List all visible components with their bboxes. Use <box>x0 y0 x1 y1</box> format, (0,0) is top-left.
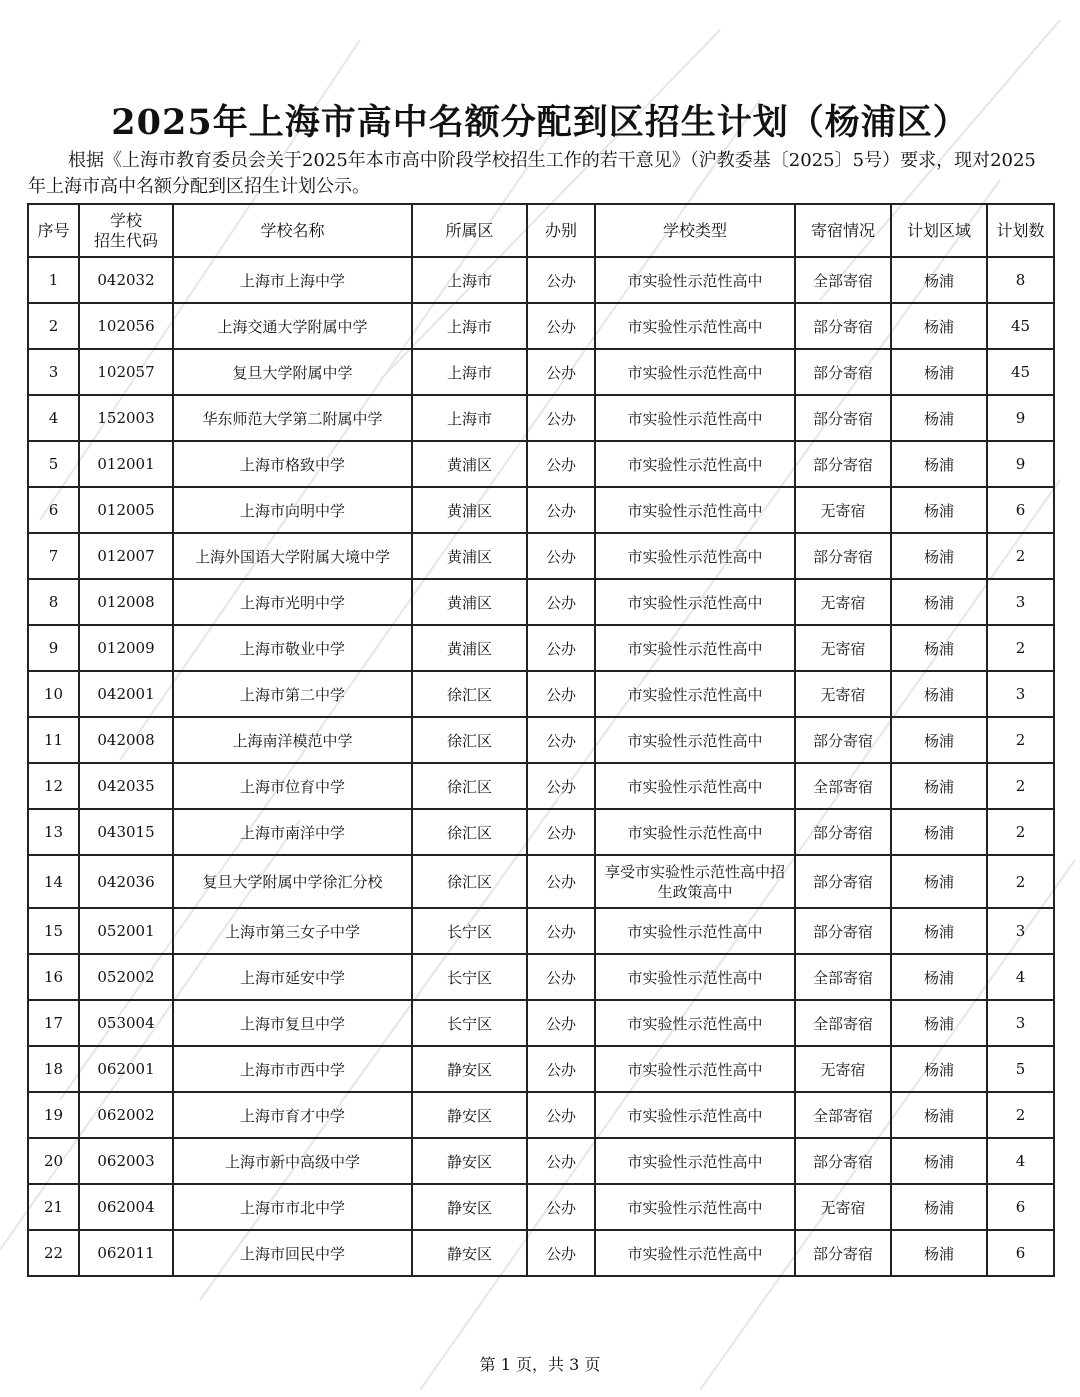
cell-ownership: 公办 <box>527 1184 595 1230</box>
header-code-line1: 学校 <box>109 210 142 230</box>
cell-area: 杨浦 <box>891 855 987 908</box>
cell-ownership: 公办 <box>527 671 595 717</box>
header-name: 学校名称 <box>173 204 412 257</box>
cell-area: 杨浦 <box>891 349 987 395</box>
cell-area: 杨浦 <box>891 257 987 303</box>
cell-code: 042008 <box>79 717 173 763</box>
table-row <box>28 763 1054 809</box>
cell-area: 杨浦 <box>891 303 987 349</box>
table-row <box>28 954 1054 1000</box>
cell-code: 043015 <box>79 809 173 855</box>
table-row <box>28 533 1054 579</box>
cell-district: 徐汇区 <box>412 855 527 908</box>
cell-seq: 12 <box>28 763 79 809</box>
cell-name: 上海市新中高级中学 <box>173 1138 412 1184</box>
cell-district: 徐汇区 <box>412 763 527 809</box>
intro-paragraph: 根据《上海市教育委员会关于2025年本市高中阶段学校招生工作的若干意见》（沪教委基〔2025〕5号）要求，现对2025年上海市高中名额分配到区招生计划公示。 <box>28 150 1036 197</box>
cell-district: 黄浦区 <box>412 625 527 671</box>
cell-type: 市实验性示范性高中 <box>595 809 795 855</box>
cell-quota: 8 <box>987 257 1054 303</box>
cell-name: 上海市市北中学 <box>173 1184 412 1230</box>
cell-type: 市实验性示范性高中 <box>595 671 795 717</box>
cell-district: 长宁区 <box>412 954 527 1000</box>
cell-quota: 45 <box>987 303 1054 349</box>
header-area: 计划区域 <box>891 204 987 257</box>
cell-district: 黄浦区 <box>412 487 527 533</box>
cell-ownership: 公办 <box>527 349 595 395</box>
cell-area: 杨浦 <box>891 1184 987 1230</box>
cell-quota: 6 <box>987 1230 1054 1276</box>
cell-name: 上海市上海中学 <box>173 257 412 303</box>
cell-quota: 2 <box>987 855 1054 908</box>
cell-name: 上海市市西中学 <box>173 1046 412 1092</box>
cell-seq: 22 <box>28 1230 79 1276</box>
cell-seq: 13 <box>28 809 79 855</box>
cell-area: 杨浦 <box>891 395 987 441</box>
table-row <box>28 349 1054 395</box>
cell-boarding: 部分寄宿 <box>795 533 891 579</box>
cell-boarding: 部分寄宿 <box>795 349 891 395</box>
cell-boarding: 部分寄宿 <box>795 441 891 487</box>
cell-quota: 2 <box>987 809 1054 855</box>
cell-boarding: 部分寄宿 <box>795 1138 891 1184</box>
cell-name: 华东师范大学第二附属中学 <box>173 395 412 441</box>
cell-seq: 7 <box>28 533 79 579</box>
header-code <box>79 204 173 257</box>
cell-area: 杨浦 <box>891 1138 987 1184</box>
header-seq: 序号 <box>28 204 79 257</box>
cell-boarding: 部分寄宿 <box>795 1230 891 1276</box>
cell-boarding: 全部寄宿 <box>795 954 891 1000</box>
cell-code: 102057 <box>79 349 173 395</box>
cell-quota: 5 <box>987 1046 1054 1092</box>
cell-seq: 9 <box>28 625 79 671</box>
cell-name: 上海南洋模范中学 <box>173 717 412 763</box>
cell-seq: 15 <box>28 908 79 954</box>
cell-ownership: 公办 <box>527 257 595 303</box>
cell-name: 上海市光明中学 <box>173 579 412 625</box>
cell-name: 上海市向明中学 <box>173 487 412 533</box>
cell-quota: 3 <box>987 1000 1054 1046</box>
cell-ownership: 公办 <box>527 441 595 487</box>
cell-ownership: 公办 <box>527 625 595 671</box>
cell-quota: 45 <box>987 349 1054 395</box>
cell-name: 上海市敬业中学 <box>173 625 412 671</box>
cell-ownership: 公办 <box>527 763 595 809</box>
cell-code: 062001 <box>79 1046 173 1092</box>
cell-area: 杨浦 <box>891 809 987 855</box>
cell-name: 上海交通大学附属中学 <box>173 303 412 349</box>
cell-area: 杨浦 <box>891 487 987 533</box>
cell-code: 042001 <box>79 671 173 717</box>
cell-type: 市实验性示范性高中 <box>595 579 795 625</box>
cell-quota: 3 <box>987 579 1054 625</box>
cell-ownership: 公办 <box>527 1000 595 1046</box>
table-body <box>28 257 1054 1276</box>
cell-ownership: 公办 <box>527 395 595 441</box>
cell-type: 市实验性示范性高中 <box>595 1184 795 1230</box>
table-row <box>28 1092 1054 1138</box>
table-row <box>28 809 1054 855</box>
cell-district: 上海市 <box>412 303 527 349</box>
cell-quota: 4 <box>987 954 1054 1000</box>
table-row <box>28 625 1054 671</box>
cell-type: 市实验性示范性高中 <box>595 1138 795 1184</box>
cell-code: 102056 <box>79 303 173 349</box>
cell-type: 市实验性示范性高中 <box>595 954 795 1000</box>
cell-type: 市实验性示范性高中 <box>595 487 795 533</box>
cell-district: 静安区 <box>412 1184 527 1230</box>
cell-ownership: 公办 <box>527 1138 595 1184</box>
cell-code: 012007 <box>79 533 173 579</box>
cell-ownership: 公办 <box>527 1092 595 1138</box>
cell-ownership: 公办 <box>527 487 595 533</box>
cell-boarding: 部分寄宿 <box>795 395 891 441</box>
cell-ownership: 公办 <box>527 1230 595 1276</box>
cell-boarding: 无寄宿 <box>795 579 891 625</box>
cell-ownership: 公办 <box>527 533 595 579</box>
cell-code: 012008 <box>79 579 173 625</box>
cell-code: 012001 <box>79 441 173 487</box>
cell-quota: 2 <box>987 533 1054 579</box>
cell-quota: 2 <box>987 763 1054 809</box>
cell-name: 上海市复旦中学 <box>173 1000 412 1046</box>
cell-area: 杨浦 <box>891 441 987 487</box>
cell-code: 042035 <box>79 763 173 809</box>
cell-ownership: 公办 <box>527 1046 595 1092</box>
cell-seq: 20 <box>28 1138 79 1184</box>
cell-district: 上海市 <box>412 349 527 395</box>
cell-boarding: 全部寄宿 <box>795 1092 891 1138</box>
cell-code: 152003 <box>79 395 173 441</box>
cell-seq: 11 <box>28 717 79 763</box>
cell-seq: 21 <box>28 1184 79 1230</box>
cell-district: 静安区 <box>412 1092 527 1138</box>
cell-name: 上海市格致中学 <box>173 441 412 487</box>
cell-type: 享受市实验性示范性高中招生政策高中 <box>595 855 795 908</box>
cell-area: 杨浦 <box>891 954 987 1000</box>
cell-seq: 16 <box>28 954 79 1000</box>
cell-ownership: 公办 <box>527 855 595 908</box>
cell-district: 徐汇区 <box>412 717 527 763</box>
table-row <box>28 579 1054 625</box>
document-title: 2025年上海市高中名额分配到区招生计划（杨浦区） <box>111 102 969 144</box>
cell-area: 杨浦 <box>891 1092 987 1138</box>
cell-type: 市实验性示范性高中 <box>595 1092 795 1138</box>
cell-seq: 18 <box>28 1046 79 1092</box>
cell-name: 上海外国语大学附属大境中学 <box>173 533 412 579</box>
table-row <box>28 671 1054 717</box>
cell-seq: 17 <box>28 1000 79 1046</box>
cell-area: 杨浦 <box>891 1000 987 1046</box>
cell-seq: 1 <box>28 257 79 303</box>
cell-seq: 4 <box>28 395 79 441</box>
cell-area: 杨浦 <box>891 1230 987 1276</box>
cell-type: 市实验性示范性高中 <box>595 1046 795 1092</box>
table-row <box>28 441 1054 487</box>
cell-quota: 3 <box>987 908 1054 954</box>
cell-district: 静安区 <box>412 1046 527 1092</box>
cell-seq: 6 <box>28 487 79 533</box>
cell-type: 市实验性示范性高中 <box>595 533 795 579</box>
page-footer: 第 1 页，共 3 页 <box>479 1355 601 1374</box>
cell-district: 黄浦区 <box>412 441 527 487</box>
cell-seq: 19 <box>28 1092 79 1138</box>
cell-seq: 14 <box>28 855 79 908</box>
table-row <box>28 1230 1054 1276</box>
cell-ownership: 公办 <box>527 954 595 1000</box>
cell-boarding: 部分寄宿 <box>795 908 891 954</box>
cell-quota: 3 <box>987 671 1054 717</box>
cell-boarding: 无寄宿 <box>795 487 891 533</box>
cell-ownership: 公办 <box>527 717 595 763</box>
cell-area: 杨浦 <box>891 533 987 579</box>
cell-name: 复旦大学附属中学 <box>173 349 412 395</box>
cell-name: 上海市第三女子中学 <box>173 908 412 954</box>
cell-quota: 2 <box>987 625 1054 671</box>
enrollment-plan-table <box>27 203 1055 1277</box>
cell-seq: 3 <box>28 349 79 395</box>
cell-quota: 9 <box>987 441 1054 487</box>
cell-name: 上海市第二中学 <box>173 671 412 717</box>
cell-area: 杨浦 <box>891 1046 987 1092</box>
cell-quota: 4 <box>987 1138 1054 1184</box>
cell-type: 市实验性示范性高中 <box>595 349 795 395</box>
header-district: 所属区 <box>412 204 527 257</box>
cell-name: 上海市育才中学 <box>173 1092 412 1138</box>
header-type: 学校类型 <box>595 204 795 257</box>
table-row <box>28 855 1054 908</box>
cell-type: 市实验性示范性高中 <box>595 1000 795 1046</box>
cell-code: 062003 <box>79 1138 173 1184</box>
header-code-line2: 招生代码 <box>93 230 158 250</box>
cell-code: 042036 <box>79 855 173 908</box>
cell-boarding: 无寄宿 <box>795 1184 891 1230</box>
cell-seq: 2 <box>28 303 79 349</box>
cell-ownership: 公办 <box>527 809 595 855</box>
cell-quota: 9 <box>987 395 1054 441</box>
cell-type: 市实验性示范性高中 <box>595 395 795 441</box>
cell-quota: 2 <box>987 1092 1054 1138</box>
cell-district: 静安区 <box>412 1230 527 1276</box>
cell-code: 012009 <box>79 625 173 671</box>
header-boarding: 寄宿情况 <box>795 204 891 257</box>
table-row <box>28 303 1054 349</box>
table-row <box>28 395 1054 441</box>
table-row <box>28 1184 1054 1230</box>
cell-type: 市实验性示范性高中 <box>595 303 795 349</box>
cell-code: 052002 <box>79 954 173 1000</box>
cell-area: 杨浦 <box>891 671 987 717</box>
cell-area: 杨浦 <box>891 579 987 625</box>
cell-district: 徐汇区 <box>412 809 527 855</box>
cell-seq: 8 <box>28 579 79 625</box>
cell-code: 062011 <box>79 1230 173 1276</box>
cell-code: 052001 <box>79 908 173 954</box>
cell-ownership: 公办 <box>527 303 595 349</box>
cell-area: 杨浦 <box>891 625 987 671</box>
cell-district: 上海市 <box>412 257 527 303</box>
cell-name: 上海市南洋中学 <box>173 809 412 855</box>
cell-area: 杨浦 <box>891 717 987 763</box>
cell-boarding: 全部寄宿 <box>795 1000 891 1046</box>
cell-code: 053004 <box>79 1000 173 1046</box>
cell-district: 上海市 <box>412 395 527 441</box>
cell-type: 市实验性示范性高中 <box>595 441 795 487</box>
cell-ownership: 公办 <box>527 579 595 625</box>
cell-type: 市实验性示范性高中 <box>595 908 795 954</box>
cell-district: 徐汇区 <box>412 671 527 717</box>
cell-area: 杨浦 <box>891 763 987 809</box>
table-row <box>28 908 1054 954</box>
cell-boarding: 部分寄宿 <box>795 717 891 763</box>
table-row <box>28 1138 1054 1184</box>
cell-seq: 10 <box>28 671 79 717</box>
cell-type: 市实验性示范性高中 <box>595 717 795 763</box>
cell-ownership: 公办 <box>527 908 595 954</box>
cell-name: 上海市延安中学 <box>173 954 412 1000</box>
table-row <box>28 487 1054 533</box>
header-quota: 计划数 <box>987 204 1054 257</box>
cell-boarding: 全部寄宿 <box>795 763 891 809</box>
cell-boarding: 部分寄宿 <box>795 809 891 855</box>
cell-boarding: 部分寄宿 <box>795 303 891 349</box>
cell-name: 上海市位育中学 <box>173 763 412 809</box>
table-row <box>28 717 1054 763</box>
header-ownership: 办别 <box>527 204 595 257</box>
cell-district: 长宁区 <box>412 908 527 954</box>
cell-code: 062004 <box>79 1184 173 1230</box>
cell-seq: 5 <box>28 441 79 487</box>
cell-type: 市实验性示范性高中 <box>595 763 795 809</box>
cell-district: 长宁区 <box>412 1000 527 1046</box>
cell-quota: 2 <box>987 717 1054 763</box>
cell-type: 市实验性示范性高中 <box>595 257 795 303</box>
cell-boarding: 无寄宿 <box>795 1046 891 1092</box>
cell-code: 062002 <box>79 1092 173 1138</box>
cell-boarding: 无寄宿 <box>795 625 891 671</box>
cell-area: 杨浦 <box>891 908 987 954</box>
cell-boarding: 部分寄宿 <box>795 855 891 908</box>
table-header-row <box>28 204 1054 257</box>
cell-district: 静安区 <box>412 1138 527 1184</box>
table-row <box>28 1046 1054 1092</box>
cell-name: 上海市回民中学 <box>173 1230 412 1276</box>
cell-district: 黄浦区 <box>412 533 527 579</box>
cell-quota: 6 <box>987 1184 1054 1230</box>
table-row <box>28 1000 1054 1046</box>
table-row <box>28 257 1054 303</box>
cell-code: 012005 <box>79 487 173 533</box>
cell-type: 市实验性示范性高中 <box>595 625 795 671</box>
cell-type: 市实验性示范性高中 <box>595 1230 795 1276</box>
cell-district: 黄浦区 <box>412 579 527 625</box>
cell-quota: 6 <box>987 487 1054 533</box>
cell-boarding: 全部寄宿 <box>795 257 891 303</box>
cell-code: 042032 <box>79 257 173 303</box>
cell-name: 复旦大学附属中学徐汇分校 <box>173 855 412 908</box>
cell-boarding: 无寄宿 <box>795 671 891 717</box>
